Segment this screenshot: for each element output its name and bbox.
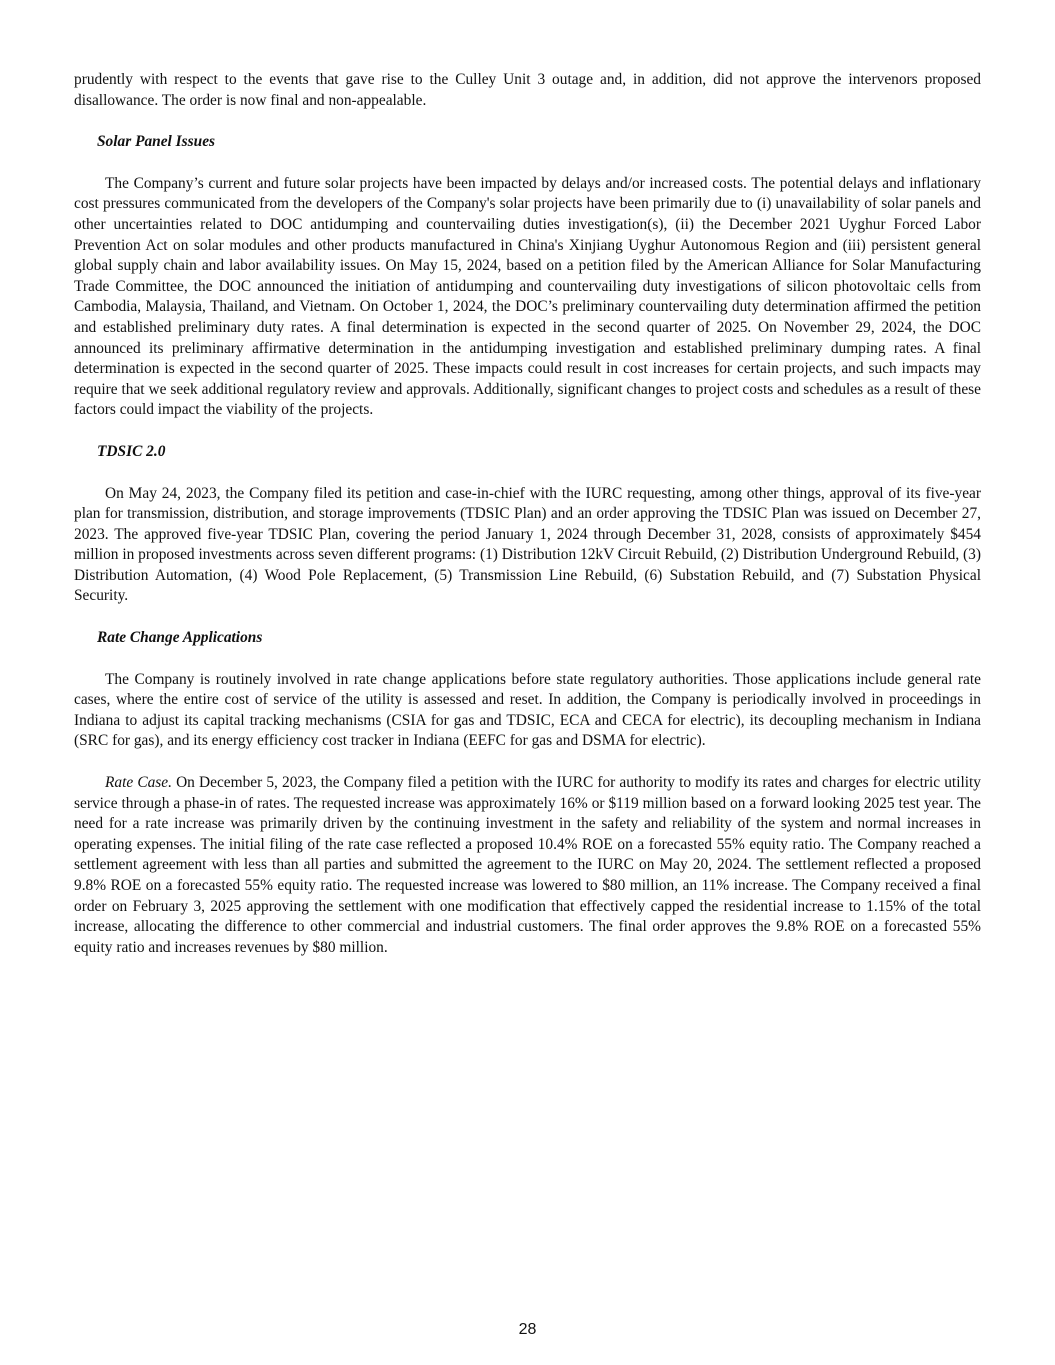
- rate-case-text: On December 5, 2023, the Company filed a petition with the IURC for authority to modify its rates and charges for electric utility service through a phase-in of rates. The requested increase was approximately 16% or $119 million based on a forward looking 2025 test year. The need for a rate increase was primarily driven by the continuing investment in the safety and reliability of the system and normal increases in operating expenses. The initial filing of the rate case reflected a proposed 10.4% ROE on a forecasted 55% equity ratio. The Company reached a settlement agreement with less than all parties and submitted the agreement to the IURC on May 20, 2024. The settlement reflected a proposed 9.8% ROE on a forecasted 55% equity ratio. The requested increase was lowered to $80 million, an 11% increase. The Company received a final order on February 3, 2025 approving the settlement with one modification that effectively capped the residential increase to 1.15% of the total increase, allocating the difference to other commercial and industrial customers. The final order approves the 9.8% ROE on a forecasted 55% equity ratio and increases revenues by $80 million.: [74, 774, 981, 956]
- tdsic-paragraph: On May 24, 2023, the Company filed its petition and case-in-chief with the IURC requesting, among other things, approval of its five-year plan for transmission, distribution, and storage improvements (TDSIC Plan) and an order approving the TDSIC Plan was issued on December 27, 2023. The approved five-year TDSIC Plan, covering the period January 1, 2024 through December 31, 2028, consists of approximately $454 million in proposed investments across seven different programs: (1) Distribution 12kV Circuit Rebuild, (2) Distribution Underground Rebuild, (3) Distribution Automation, (4) Wood Pole Replacement, (5) Transmission Line Rebuild, (6) Substation Rebuild, and (7) Substation Physical Security.: [74, 484, 981, 605]
- tdsic-heading: TDSIC 2.0: [97, 442, 166, 460]
- page-number: 28: [518, 1321, 537, 1338]
- document-page: [74, 70, 981, 979]
- rate-case-paragraph: [74, 773, 981, 958]
- intro-paragraph: prudently with respect to the events that gave rise to the Culley Unit 3 outage and, in addition, did not approve the intervenors proposed disallowance. The order is now final and non-appealable.: [74, 71, 981, 109]
- rate-change-heading: Rate Change Applications: [97, 629, 263, 647]
- rate-change-paragraph: The Company is routinely involved in rate change applications before state regulatory authorities. Those applications include general rate cases, where the entire cost of service of the utility is assessed and reset. In addition, the Company is periodically involved in proceedings in Indiana to adjust its capital tracking mechanisms (CSIA for gas and TDSIC, ECA and CECA for electric), its decoupling mechanism in Indiana (SRC for gas), and its energy efficiency cost tracker in Indiana (EEFC for gas and DSMA for electric).: [74, 670, 981, 750]
- rate-case-lead: Rate Case.: [105, 774, 172, 792]
- solar-panel-heading: Solar Panel Issues: [97, 133, 216, 151]
- solar-panel-paragraph: The Company’s current and future solar projects have been impacted by delays and/or increased costs. The potential delays and inflationary cost pressures communicated from the developers of the Company's solar projects have been primarily due to (i) unavailability of solar panels and other uncertainties related to DOC antidumping and countervailing duties investigation(s), (ii) the December 2021 Uyghur Forced Labor Prevention Act on solar modules and other products manufactured in China's Xinjiang Uyghur Autonomous Region and (iii) persistent general global supply chain and labor availability issues. On May 15, 2024, based on a petition filed by the American Alliance for Solar Manufacturing Trade Committee, the DOC announced the initiation of antidumping and countervailing duty investigations of silicon photovoltaic cells from Cambodia, Malaysia, Thailand, and Vietnam. On October 1, 2024, the DOC’s preliminary countervailing duty determination affirmed the petition and established preliminary duty rates. A final determination is expected in the second quarter of 2025. On November 29, 2024, the DOC announced its preliminary affirmative determination in the antidumping investigation and established preliminary dumping rates. A final determination is expected in the second quarter of 2025. These impacts could result in cost increases for certain projects, and such impacts may require that we seek additional regulatory review and approvals. Additionally, significant changes to project costs and schedules as a result of these factors could impact the viability of the projects.: [74, 174, 981, 419]
